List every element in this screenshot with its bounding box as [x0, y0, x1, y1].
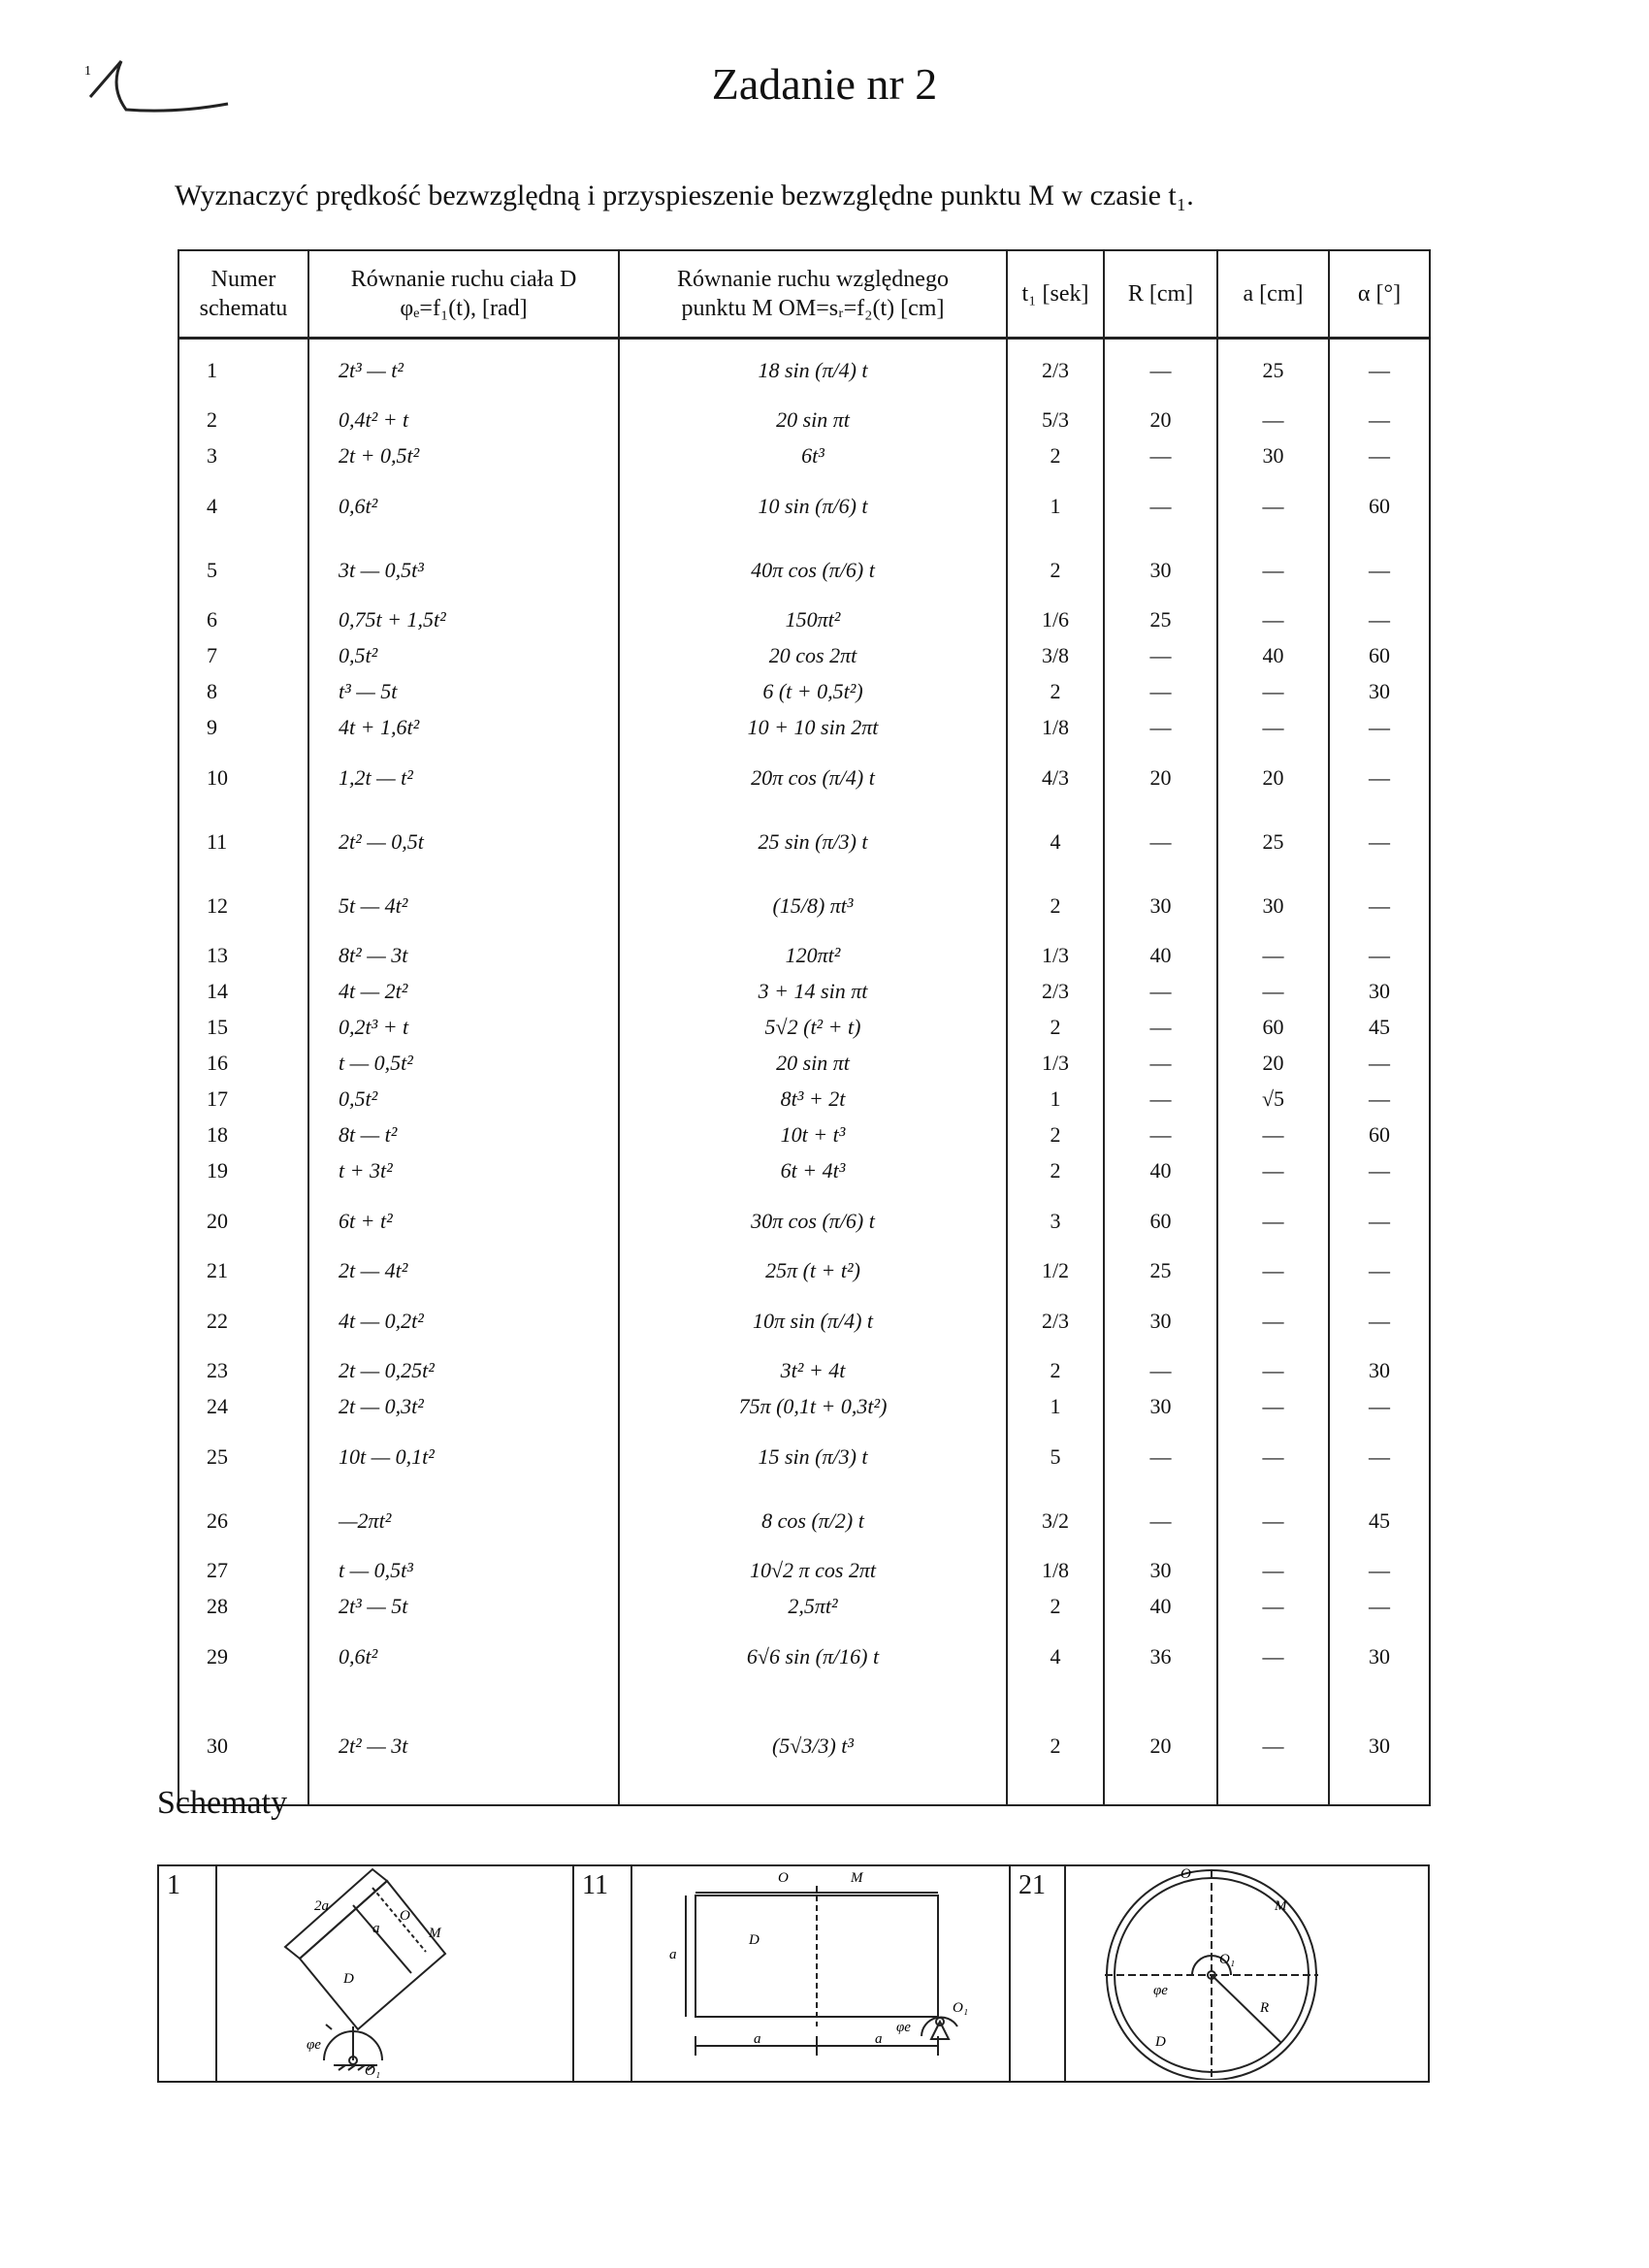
scheme-number: 20	[178, 1189, 308, 1253]
relative-motion-equation: 25 sin (π/3) t	[619, 810, 1007, 874]
t1-value: 2/3	[1007, 339, 1104, 403]
relative-motion-equation: 3t² + 4t	[619, 1353, 1007, 1389]
scheme-number: 17	[178, 1082, 308, 1118]
relative-motion-equation: 75π (0,1t + 0,3t²)	[619, 1389, 1007, 1425]
a-value: —	[1217, 938, 1329, 974]
table-row	[178, 1118, 1430, 1153]
scheme-11-label-phi: φe	[896, 2020, 911, 2035]
body-motion-equation: 3t — 0,5t³	[308, 538, 619, 602]
a-value: 25	[1217, 810, 1329, 874]
r-value: 40	[1104, 938, 1217, 974]
t1-value: 2	[1007, 1010, 1104, 1046]
scheme-11-label-a-side: a	[669, 1947, 677, 1962]
r-value: 30	[1104, 538, 1217, 602]
table-row	[178, 1253, 1430, 1289]
table-row	[178, 1689, 1430, 1805]
alpha-value: 45	[1329, 1010, 1430, 1046]
alpha-value: —	[1329, 1553, 1430, 1589]
page-title: Zadanie nr 2	[711, 59, 938, 109]
scheme-21-label-d: D	[1155, 2034, 1166, 2050]
scheme-number: 5	[178, 538, 308, 602]
alpha-value: —	[1329, 602, 1430, 638]
scheme-1-label-phi: φe	[307, 2037, 321, 2053]
body-motion-equation: 1,2t — t²	[308, 746, 619, 810]
column-header	[1007, 250, 1104, 339]
column-header-line1: t₁ [sek]	[1021, 281, 1089, 307]
table-row	[178, 538, 1430, 602]
alpha-value: —	[1329, 1046, 1430, 1082]
body-motion-equation: 0,5t²	[308, 638, 619, 674]
alpha-value: 60	[1329, 474, 1430, 538]
body-motion-equation: 2t — 4t²	[308, 1253, 619, 1289]
body-motion-equation: t — 0,5t³	[308, 1553, 619, 1589]
a-value: —	[1217, 1689, 1329, 1805]
table-header-row	[178, 250, 1430, 339]
table-row	[178, 1353, 1430, 1389]
a-value: —	[1217, 403, 1329, 438]
alpha-value: —	[1329, 938, 1430, 974]
a-value: —	[1217, 1625, 1329, 1689]
r-value: 40	[1104, 1589, 1217, 1625]
alpha-value: —	[1329, 1289, 1430, 1353]
a-value: —	[1217, 1289, 1329, 1353]
relative-motion-equation: 6√6 sin (π/16) t	[619, 1625, 1007, 1689]
r-value: —	[1104, 474, 1217, 538]
body-motion-equation: 2t³ — 5t	[308, 1589, 619, 1625]
body-motion-equation: 0,6t²	[308, 1625, 619, 1689]
r-value: —	[1104, 1046, 1217, 1082]
scheme-number: 1	[178, 339, 308, 403]
scheme-number: 21	[178, 1253, 308, 1289]
scheme-21-figure	[1065, 1865, 1429, 2082]
body-motion-equation: 4t — 0,2t²	[308, 1289, 619, 1353]
body-motion-equation: 0,5t²	[308, 1082, 619, 1118]
t1-value: 1	[1007, 474, 1104, 538]
relative-motion-equation: 30π cos (π/6) t	[619, 1189, 1007, 1253]
relative-motion-equation: 3 + 14 sin πt	[619, 974, 1007, 1010]
scheme-number: 18	[178, 1118, 308, 1153]
body-motion-equation: t³ — 5t	[308, 674, 619, 710]
relative-motion-equation: 8t³ + 2t	[619, 1082, 1007, 1118]
scheme-number: 23	[178, 1353, 308, 1389]
relative-motion-equation: 25π (t + t²)	[619, 1253, 1007, 1289]
scheme-1-label-m: M	[429, 1926, 441, 1941]
alpha-value: —	[1329, 538, 1430, 602]
r-value: 30	[1104, 1553, 1217, 1589]
table-row	[178, 403, 1430, 438]
alpha-value: —	[1329, 1389, 1430, 1425]
body-motion-equation: 0,4t² + t	[308, 403, 619, 438]
t1-value: 5/3	[1007, 403, 1104, 438]
t1-value: 4	[1007, 1625, 1104, 1689]
r-value: —	[1104, 1118, 1217, 1153]
table-row	[178, 810, 1430, 874]
t1-value: 1/8	[1007, 1553, 1104, 1589]
table-row	[178, 710, 1430, 746]
t1-value: 1	[1007, 1389, 1104, 1425]
relative-motion-equation: 6 (t + 0,5t²)	[619, 674, 1007, 710]
relative-motion-equation: (15/8) πt³	[619, 874, 1007, 938]
scheme-number: 7	[178, 638, 308, 674]
alpha-value: —	[1329, 438, 1430, 474]
a-value: 30	[1217, 874, 1329, 938]
relative-motion-equation: 120πt²	[619, 938, 1007, 974]
column-header	[178, 250, 308, 339]
t1-value: 2	[1007, 1153, 1104, 1189]
a-value: —	[1217, 1389, 1329, 1425]
table-row	[178, 1153, 1430, 1189]
scheme-1-label-a: a	[372, 1921, 380, 1936]
alpha-value: 30	[1329, 674, 1430, 710]
r-value: —	[1104, 674, 1217, 710]
alpha-value: —	[1329, 810, 1430, 874]
t1-value: 1/8	[1007, 710, 1104, 746]
body-motion-equation: 2t² — 0,5t	[308, 810, 619, 874]
body-motion-equation: 5t — 4t²	[308, 874, 619, 938]
scheme-number: 9	[178, 710, 308, 746]
relative-motion-equation: 10π sin (π/4) t	[619, 1289, 1007, 1353]
scheme-21-label-m: M	[1275, 1898, 1287, 1914]
body-motion-equation: 4t — 2t²	[308, 974, 619, 1010]
t1-value: 2/3	[1007, 974, 1104, 1010]
scheme-number: 14	[178, 974, 308, 1010]
scheme-number: 15	[178, 1010, 308, 1046]
scheme-number: 28	[178, 1589, 308, 1625]
body-motion-equation: t — 0,5t²	[308, 1046, 619, 1082]
r-value: 30	[1104, 874, 1217, 938]
scheme-number: 22	[178, 1289, 308, 1353]
scheme-11-label-o: O	[778, 1870, 789, 1886]
table-row	[178, 474, 1430, 538]
t1-value: 4/3	[1007, 746, 1104, 810]
column-header-line1: α [°]	[1357, 281, 1402, 307]
scheme-1-label-d: D	[343, 1971, 354, 1987]
a-value: 20	[1217, 1046, 1329, 1082]
relative-motion-equation: 10t + t³	[619, 1118, 1007, 1153]
alpha-value: —	[1329, 1425, 1430, 1489]
a-value: —	[1217, 1489, 1329, 1553]
scheme-number: 24	[178, 1389, 308, 1425]
table-row	[178, 1589, 1430, 1625]
r-value: —	[1104, 1425, 1217, 1489]
table-row	[178, 938, 1430, 974]
t1-value: 2	[1007, 1689, 1104, 1805]
table-row	[178, 1425, 1430, 1489]
body-motion-equation: 8t — t²	[308, 1118, 619, 1153]
relative-motion-equation: (5√3/3) t³	[619, 1689, 1007, 1805]
a-value: —	[1217, 1553, 1329, 1589]
table-row	[178, 1553, 1430, 1589]
table-row	[178, 1046, 1430, 1082]
a-value: 60	[1217, 1010, 1329, 1046]
table-row	[178, 602, 1430, 638]
r-value: —	[1104, 1082, 1217, 1118]
scheme-number: 2	[178, 403, 308, 438]
r-value: 20	[1104, 746, 1217, 810]
column-header	[619, 250, 1007, 339]
a-value: —	[1217, 538, 1329, 602]
scheme-11-label-d: D	[749, 1932, 760, 1948]
t1-value: 1/3	[1007, 938, 1104, 974]
a-value: —	[1217, 1589, 1329, 1625]
scheme-number: 13	[178, 938, 308, 974]
body-motion-equation: 10t — 0,1t²	[308, 1425, 619, 1489]
a-value: √5	[1217, 1082, 1329, 1118]
r-value: —	[1104, 974, 1217, 1010]
column-header-line2: schematu	[199, 296, 288, 321]
table-row	[178, 638, 1430, 674]
t1-value: 5	[1007, 1425, 1104, 1489]
table-row	[178, 339, 1430, 403]
column-header-line1: Numer	[210, 267, 276, 292]
r-value: —	[1104, 438, 1217, 474]
relative-motion-equation: 2,5πt²	[619, 1589, 1007, 1625]
scheme-number: 8	[178, 674, 308, 710]
r-value: —	[1104, 339, 1217, 403]
relative-motion-equation: 6t + 4t³	[619, 1153, 1007, 1189]
schemes-table	[157, 1864, 1430, 2083]
alpha-value: 30	[1329, 1689, 1430, 1805]
body-motion-equation: 0,2t³ + t	[308, 1010, 619, 1046]
t1-value: 2	[1007, 438, 1104, 474]
t1-value: 2	[1007, 1353, 1104, 1389]
r-value: —	[1104, 1489, 1217, 1553]
scheme-number: 4	[178, 474, 308, 538]
r-value: —	[1104, 810, 1217, 874]
t1-value: 2/3	[1007, 1289, 1104, 1353]
alpha-value: —	[1329, 1253, 1430, 1289]
scheme-number: 12	[178, 874, 308, 938]
schemes-heading: Schematy	[157, 1785, 288, 1821]
table-row	[178, 746, 1430, 810]
alpha-value: —	[1329, 874, 1430, 938]
t1-value: 2	[1007, 874, 1104, 938]
body-motion-equation: 0,6t²	[308, 474, 619, 538]
alpha-value: —	[1329, 403, 1430, 438]
table-row	[178, 674, 1430, 710]
a-value: 40	[1217, 638, 1329, 674]
scheme-number: 6	[178, 602, 308, 638]
column-header-line1: R [cm]	[1127, 281, 1194, 307]
scheme-21-label-phi: φe	[1153, 1983, 1168, 1998]
t1-value: 3/8	[1007, 638, 1104, 674]
scheme-number: 26	[178, 1489, 308, 1553]
r-value: 30	[1104, 1289, 1217, 1353]
alpha-value: 30	[1329, 1625, 1430, 1689]
scheme-number: 19	[178, 1153, 308, 1189]
r-value: —	[1104, 710, 1217, 746]
r-value: 20	[1104, 403, 1217, 438]
t1-value: 1/3	[1007, 1046, 1104, 1082]
a-value: —	[1217, 674, 1329, 710]
r-value: 25	[1104, 602, 1217, 638]
r-value: 60	[1104, 1189, 1217, 1253]
r-value: —	[1104, 1353, 1217, 1389]
scheme-21-label-o: O	[1180, 1866, 1191, 1882]
t1-value: 2	[1007, 674, 1104, 710]
column-header-line1: a [cm]	[1243, 281, 1304, 307]
table-row	[178, 438, 1430, 474]
scheme-number: 29	[178, 1625, 308, 1689]
t1-value: 2	[1007, 1118, 1104, 1153]
column-header-line2: φₑ=f₁(t), [rad]	[400, 296, 528, 321]
scheme-21-number: 21	[1010, 1865, 1065, 2082]
scheme-number: 16	[178, 1046, 308, 1082]
scheme-11-number: 11	[573, 1865, 631, 2082]
a-value: —	[1217, 1189, 1329, 1253]
a-value: 30	[1217, 438, 1329, 474]
scheme-11-figure	[631, 1865, 1010, 2082]
a-value: —	[1217, 1425, 1329, 1489]
corner-mark-digit: 1	[84, 64, 91, 79]
relative-motion-equation: 20 cos 2πt	[619, 638, 1007, 674]
column-header	[1329, 250, 1430, 339]
a-value: —	[1217, 1118, 1329, 1153]
column-header	[1217, 250, 1329, 339]
table-row	[178, 974, 1430, 1010]
relative-motion-equation: 20 sin πt	[619, 403, 1007, 438]
alpha-value: —	[1329, 339, 1430, 403]
r-value: 40	[1104, 1153, 1217, 1189]
alpha-value: 60	[1329, 1118, 1430, 1153]
table-row	[178, 1082, 1430, 1118]
scheme-11-label-a-bottom-2: a	[875, 2031, 883, 2047]
body-motion-equation: 2t² — 3t	[308, 1689, 619, 1805]
body-motion-equation: 2t — 0,25t²	[308, 1353, 619, 1389]
a-value: 25	[1217, 339, 1329, 403]
scheme-1-number: 1	[158, 1865, 216, 2082]
t1-value: 1	[1007, 1082, 1104, 1118]
column-header-line1: Równanie ruchu względnego	[677, 267, 949, 292]
a-value: —	[1217, 710, 1329, 746]
scheme-number: 30	[178, 1689, 308, 1805]
table-row	[178, 1289, 1430, 1353]
body-motion-equation: 2t + 0,5t²	[308, 438, 619, 474]
t1-value: 4	[1007, 810, 1104, 874]
column-header-line2: punktu M OM=sᵣ=f₂(t) [cm]	[681, 296, 945, 321]
r-value: 30	[1104, 1389, 1217, 1425]
scheme-1-label-2a: 2a	[314, 1898, 329, 1914]
scheme-11-label-m: M	[851, 1870, 863, 1886]
alpha-value: 30	[1329, 1353, 1430, 1389]
scheme-11-label-o1: O₁	[953, 2000, 969, 2016]
column-header-line1: Równanie ruchu ciała D	[350, 267, 577, 292]
alpha-value: —	[1329, 1589, 1430, 1625]
relative-motion-equation: 150πt²	[619, 602, 1007, 638]
scheme-number: 3	[178, 438, 308, 474]
body-motion-equation: 6t + t²	[308, 1189, 619, 1253]
r-value: 36	[1104, 1625, 1217, 1689]
scheme-number: 25	[178, 1425, 308, 1489]
body-motion-equation: —2πt²	[308, 1489, 619, 1553]
a-value: —	[1217, 974, 1329, 1010]
task-statement: Wyznaczyć prędkość bezwzględną i przyspieszenie bezwzględne punktu M w czasie t₁.	[175, 179, 1194, 211]
scheme-number: 11	[178, 810, 308, 874]
scheme-21-label-o1: O₁	[1219, 1952, 1236, 1967]
t1-value: 2	[1007, 1589, 1104, 1625]
table-row	[178, 1389, 1430, 1425]
relative-motion-equation: 18 sin (π/4) t	[619, 339, 1007, 403]
t1-value: 1/6	[1007, 602, 1104, 638]
body-motion-equation: 4t + 1,6t²	[308, 710, 619, 746]
t1-value: 3/2	[1007, 1489, 1104, 1553]
relative-motion-equation: 40π cos (π/6) t	[619, 538, 1007, 602]
body-motion-equation: 0,75t + 1,5t²	[308, 602, 619, 638]
a-value: 20	[1217, 746, 1329, 810]
t1-value: 1/2	[1007, 1253, 1104, 1289]
column-header	[308, 250, 619, 339]
relative-motion-equation: 10√2 π cos 2πt	[619, 1553, 1007, 1589]
table-row	[178, 1625, 1430, 1689]
scheme-number: 10	[178, 746, 308, 810]
t1-value: 3	[1007, 1189, 1104, 1253]
scheme-21-label-r: R	[1260, 2000, 1270, 2016]
r-value: —	[1104, 638, 1217, 674]
alpha-value: —	[1329, 1189, 1430, 1253]
relative-motion-equation: 20 sin πt	[619, 1046, 1007, 1082]
relative-motion-equation: 10 sin (π/6) t	[619, 474, 1007, 538]
scheme-1-label-o: O	[400, 1908, 410, 1924]
data-table	[178, 249, 1431, 1806]
alpha-value: —	[1329, 1082, 1430, 1118]
body-motion-equation: 8t² — 3t	[308, 938, 619, 974]
table-row	[178, 1489, 1430, 1553]
a-value: —	[1217, 474, 1329, 538]
column-header	[1104, 250, 1217, 339]
r-value: —	[1104, 1010, 1217, 1046]
alpha-value: 45	[1329, 1489, 1430, 1553]
table-row	[178, 1010, 1430, 1046]
relative-motion-equation: 8 cos (π/2) t	[619, 1489, 1007, 1553]
a-value: —	[1217, 1153, 1329, 1189]
r-value: 25	[1104, 1253, 1217, 1289]
scheme-number: 27	[178, 1553, 308, 1589]
a-value: —	[1217, 1353, 1329, 1389]
relative-motion-equation: 20π cos (π/4) t	[619, 746, 1007, 810]
alpha-value: 30	[1329, 974, 1430, 1010]
body-motion-equation: 2t³ — t²	[308, 339, 619, 403]
scheme-11-label-a-bottom-1: a	[754, 2031, 761, 2047]
alpha-value: 60	[1329, 638, 1430, 674]
r-value: 20	[1104, 1689, 1217, 1805]
alpha-value: —	[1329, 746, 1430, 810]
t1-value: 2	[1007, 538, 1104, 602]
relative-motion-equation: 5√2 (t² + t)	[619, 1010, 1007, 1046]
a-value: —	[1217, 602, 1329, 638]
body-motion-equation: t + 3t²	[308, 1153, 619, 1189]
alpha-value: —	[1329, 710, 1430, 746]
a-value: —	[1217, 1253, 1329, 1289]
relative-motion-equation: 15 sin (π/3) t	[619, 1425, 1007, 1489]
table-row	[178, 874, 1430, 938]
scheme-1-figure	[216, 1865, 573, 2082]
scheme-1-label-o1: O₁	[365, 2063, 381, 2079]
table-row	[178, 1189, 1430, 1253]
relative-motion-equation: 10 + 10 sin 2πt	[619, 710, 1007, 746]
alpha-value: —	[1329, 1153, 1430, 1189]
body-motion-equation: 2t — 0,3t²	[308, 1389, 619, 1425]
relative-motion-equation: 6t³	[619, 438, 1007, 474]
